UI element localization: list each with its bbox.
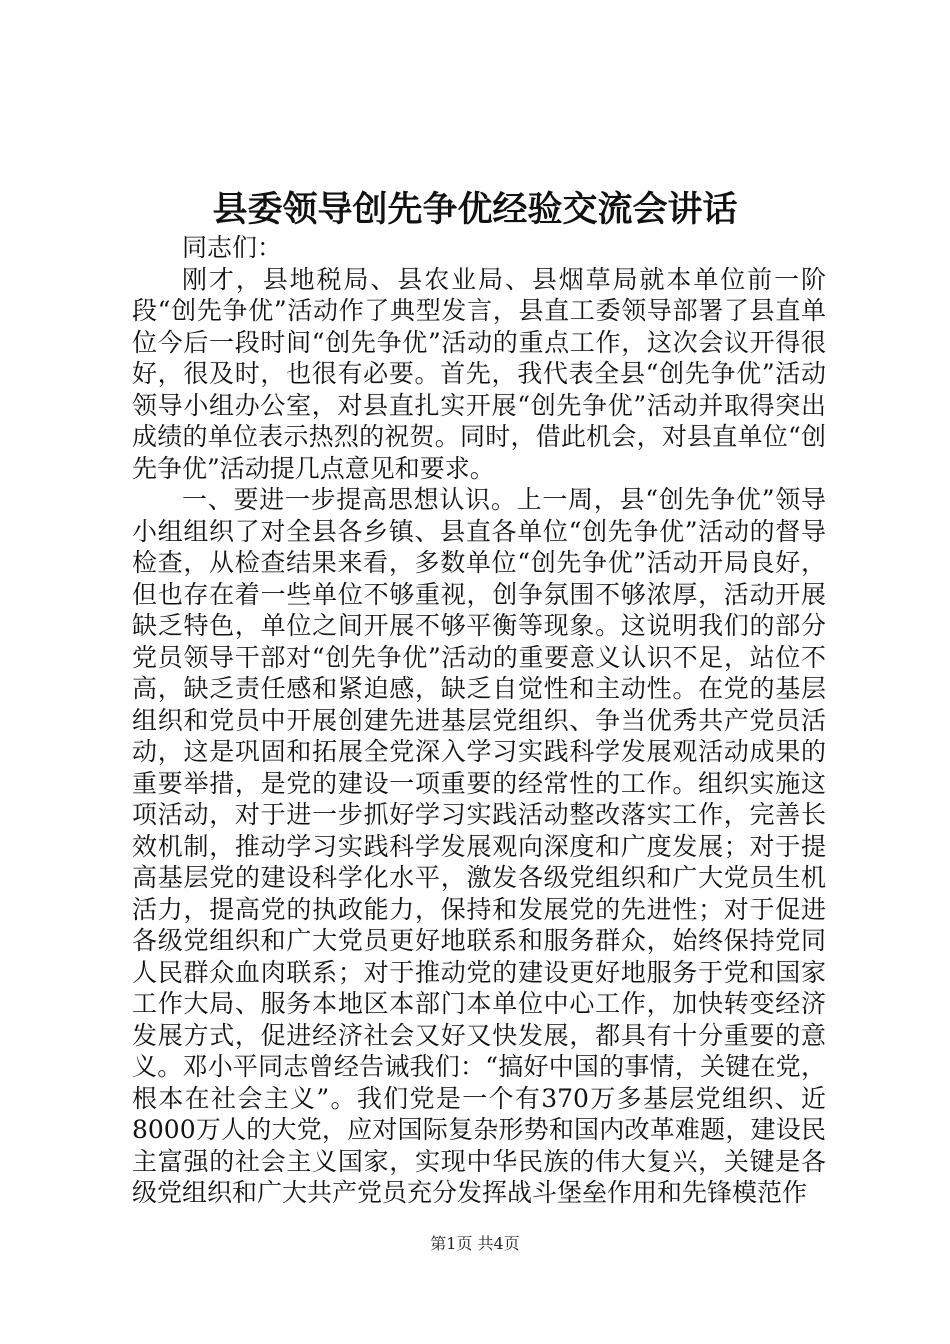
document-title: 县委领导创先争优经验交流会讲话 bbox=[212, 189, 738, 230]
salutation: 同志们： bbox=[182, 233, 283, 262]
paragraph-2: 一、要进一步提高思想认识。上一周，县“创先争优”领导小组组织了对全县各乡镇、县直各单位“创先争优”活动的督导检查，从检查结果来看，多数单位“创先争优”活动开局良好，但也存在着一些单位不够重视，创争氛围不够浓厚，活动开展缺乏特色，单位之间开展不够平衡等现象。这说明我们的部分党员领导干部对“创先争优”活动的重要意义认识不足，站位不高，缺乏责任感和紧迫感，缺乏自觉性和主动性。在党的基层组织和党员中开展创建先进基层党组织、争当优秀共产党员活动，这是巩固和拓展全党深入学习实践科学发展观活动成果的重要举措，是党的建设一项重要的经常性的工作。组织实施这项活动，对于进一步抓好学习实践活动整改落实工作，完善长效机制，推动学习实践科学发展观向深度和广度发展；对于提高基层党的建设科学化水平，激发各级党组织和广大党员生机活力，提高党的执政能力，保持和发展党的先进性；对于促进各级党组织和广大党员更好地联系和服务群众，始终保持党同人民群众血肉联系；对于推动党的建设更好地服务于党和国家工作大局、服务本地区本部门本单位中心工作，加快转变经济发展方式，促进经济社会又好又快发展，都具有十分重要的意义。邓小平同志曾经告诫我们：“搞好中国的事情，关键在党，根本在社会主义”。我们党是一个有370万多基层党组织、近8000万人的大党，应对国际复杂形势和国内改革难题，建设民主富强的社会主义国家，实现中华民族的伟大复兴，关键是各级党组织和广大共产党员充分发挥战斗堡垒作用和先锋模范作 bbox=[132, 485, 826, 1207]
page-footer: 第1页 共4页 bbox=[430, 1234, 520, 1253]
document-body bbox=[132, 232, 826, 1209]
paragraph-1: 刚才，县地税局、县农业局、县烟草局就本单位前一阶段“创先争优”活动作了典型发言，县直工委领导部署了县直单位今后一段时间“创先争优”活动的重点工作，这次会议开得很好，很及时，也很有必要。首先，我代表全县“创先争优”活动领导小组办公室，对县直扎实开展“创先争优”活动并取得突出成绩的单位表示热烈的祝贺。同时，借此机会，对县直单位“创先争优”活动提几点意见和要求。 bbox=[132, 264, 826, 483]
